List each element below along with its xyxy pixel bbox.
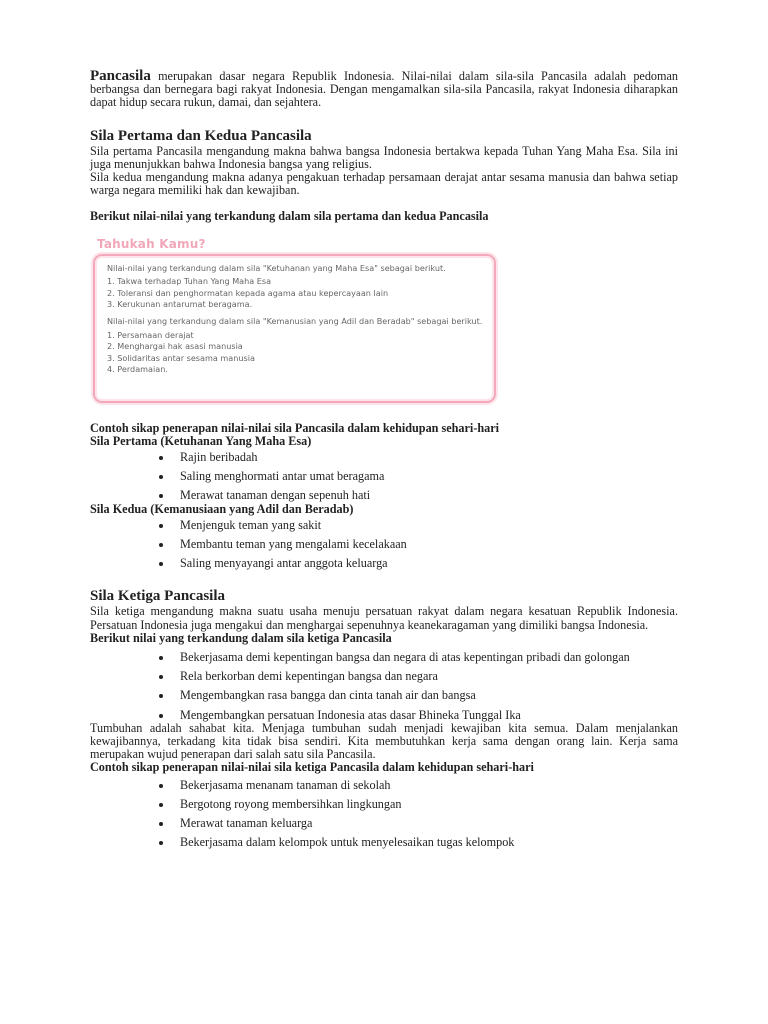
- list-item: Bekerjasama dalam kelompok untuk menyelesaikan tugas kelompok: [90, 836, 678, 849]
- list-item: Membantu teman yang mengalami kecelakaan: [90, 538, 678, 551]
- info-box-list1-item: 1. Takwa terhadap Tuhan Yang Maha Esa: [107, 276, 272, 287]
- info-box-list2-item: 3. Solidaritas antar sesama manusia: [107, 352, 255, 363]
- intro-lead-word: Pancasila: [90, 68, 151, 84]
- section1-para1: Sila pertama Pancasila mengandung makna bahwa bangsa Indonesia bertakwa kepada Tuhan Yang Maha Esa. Sila ini juga menunjukkan bahwa Indonesia bangsa yang religius.: [90, 143, 678, 171]
- intro-paragraph: [90, 70, 678, 110]
- list-item: Rela berkorban demi kepentingan bangsa dan negara: [90, 670, 678, 683]
- intro-text: merupakan dasar negara Republik Indonesia. Nilai-nilai dalam sila-sila Pancasila adalah pedoman berbangsa dan bernegara bagi rakyat Indonesia. Dengan mengamalkan sila-sila Pancasila, rakyat Indonesia diharapkan dapat hidup secara rukun, damai, dan sejahtera.: [90, 69, 678, 110]
- info-box-list1-item: 3. Kerukunan antarumat beragama.: [107, 299, 253, 310]
- section3-values-heading: Berikut nilai yang terkandung dalam sila ketiga Pancasila: [90, 630, 392, 645]
- info-box-list2-item: 1. Persamaan derajat: [107, 329, 194, 340]
- section3-examples-heading: Contoh sikap penerapan nilai-nilai sila ketiga Pancasila dalam kehidupan sehari-hari: [90, 760, 534, 775]
- info-box-intro1: Nilai-nilai yang terkandung dalam sila "Ketuhanan yang Maha Esa" sebagai berikut.: [107, 262, 446, 273]
- info-box-list2-item: 2. Menghargai hak asasi manusia: [107, 341, 243, 352]
- list-item: Merawat tanaman dengan sepenuh hati: [90, 489, 678, 502]
- list-item: Saling menghormati antar umat beragama: [90, 470, 678, 483]
- info-box-content: [93, 254, 496, 403]
- sila2-list: [90, 519, 678, 571]
- section3-heading: Sila Ketiga Pancasila: [90, 588, 225, 605]
- info-box-title: Tahukah Kamu?: [97, 236, 206, 251]
- list-item: Rajin beribadah: [90, 451, 678, 464]
- sila1-list: [90, 451, 678, 503]
- list-item: Saling menyayangi antar anggota keluarga: [90, 557, 678, 570]
- list-item: Bergotong royong membersihkan lingkungan: [90, 798, 678, 811]
- info-box-intro2: Nilai-nilai yang terkandung dalam sila "Kemanusian yang Adil dan Beradab" sebagai berikut.: [107, 316, 483, 326]
- list-item: Mengembangkan rasa bangga dan cinta tanah air dan bangsa: [90, 689, 678, 702]
- section1-heading: Sila Pertama dan Kedua Pancasila: [90, 127, 312, 144]
- list-item: Bekerjasama demi kepentingan bangsa dan negara di atas kepentingan pribadi dan golongan: [90, 651, 678, 664]
- info-box: [90, 237, 502, 409]
- section3-examples-list: [90, 779, 678, 850]
- section1-values-heading: Berikut nilai-nilai yang terkandung dalam sila pertama dan kedua Pancasila: [90, 209, 489, 224]
- list-item: Merawat tanaman keluarga: [90, 817, 678, 830]
- sila2-heading: Sila Kedua (Kemanusiaan yang Adil dan Beradab): [90, 501, 354, 516]
- sila1-heading: Sila Pertama (Ketuhanan Yang Maha Esa): [90, 433, 312, 448]
- section1-para2: Sila kedua mengandung makna adanya pengakuan terhadap persamaan derajat antar sesama manusia dan bahwa setiap warga negara memiliki hak dan kewajiban.: [90, 170, 678, 198]
- list-item: Menjenguk teman yang sakit: [90, 519, 678, 532]
- list-item: Mengembangkan persatuan Indonesia atas dasar Bhineka Tunggal Ika: [90, 709, 678, 722]
- info-box-list1-item: 2. Toleransi dan penghormatan kepada agama atau kepercayaan lain: [107, 287, 389, 298]
- section3-para2: Tumbuhan adalah sahabat kita. Menjaga tumbuhan sudah menjadi kewajiban kita semua. Dalam menjalankan kewajibannya, terkadang kita tidak bisa sendiri. Kita membutuhkan kerja sama dengan orang lain. Kerja sama merupakan wujud penerapan dari salah satu sila Pancasila.: [90, 720, 678, 762]
- info-box-list2-item: 4. Perdamaian.: [107, 364, 168, 375]
- examples1-heading: Contoh sikap penerapan nilai-nilai sila Pancasila dalam kehidupan sehari-hari: [90, 420, 500, 435]
- section3-values-list: [90, 651, 678, 722]
- section3-para1: Sila ketiga mengandung makna suatu usaha menuju persatuan rakyat dalam negara kesatuan Republik Indonesia. Persatuan Indonesia juga mengakui dan menghargai sepenuhnya keanekaragaman yang dimiliki bangsa Indonesia.: [90, 604, 678, 632]
- document-page: [90, 70, 678, 850]
- list-item: Bekerjasama menanam tanaman di sekolah: [90, 779, 678, 792]
